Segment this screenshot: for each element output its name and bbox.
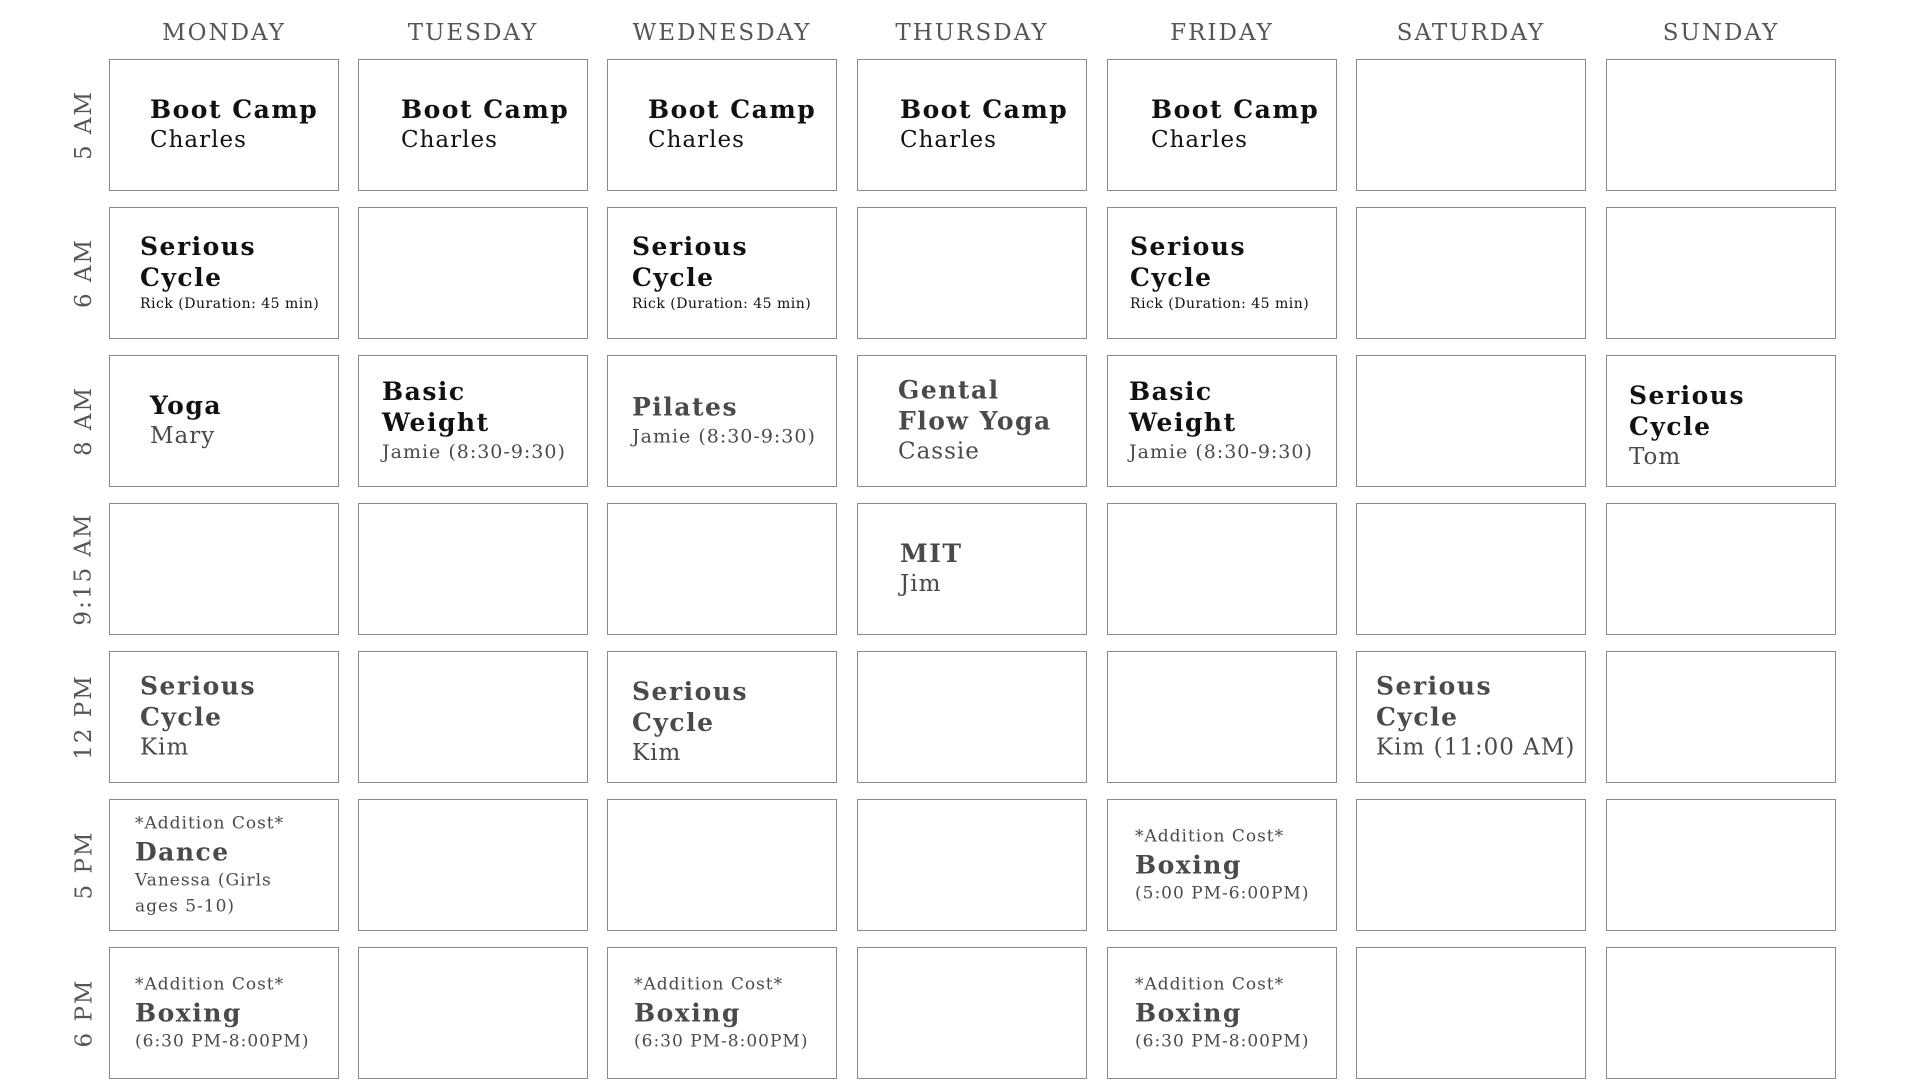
- class-title: Boxing: [634, 998, 741, 1028]
- schedule-cell-sat-915am: [1356, 503, 1586, 635]
- additional-cost-note: *Addition Cost*: [135, 974, 285, 995]
- class-instructor: Charles: [401, 127, 498, 153]
- schedule-cell-sun-5am: [1606, 59, 1836, 191]
- class-title: Serious Cycle: [1629, 381, 1746, 442]
- class-instructor: Jamie (8:30-9:30): [632, 425, 816, 448]
- schedule-cell-wed-915am: [607, 503, 837, 635]
- class-title: Boxing: [1135, 850, 1242, 880]
- class-title: Boxing: [1135, 998, 1242, 1028]
- class-info: [135, 811, 318, 920]
- class-time: (6:30 PM-8:00PM): [135, 1031, 310, 1052]
- class-title: Dance: [135, 837, 230, 867]
- schedule-cell-thu-8am: [857, 355, 1087, 487]
- schedule-cell-tue-915am: [358, 503, 588, 635]
- class-title: MIT: [900, 539, 963, 568]
- schedule-cell-sun-6am: [1606, 207, 1836, 339]
- schedule-cell-sun-915am: [1606, 503, 1836, 635]
- schedule-cell-sat-5pm: [1356, 799, 1586, 931]
- class-title: Boot Camp: [150, 95, 319, 124]
- class-info: [382, 376, 581, 466]
- class-instructor: Vanessa (Girls ages 5-10): [135, 870, 272, 917]
- class-title: Boot Camp: [900, 95, 1069, 124]
- schedule-cell-mon-915am: [109, 503, 339, 635]
- time-label-text: 5 AM: [71, 89, 98, 161]
- class-info: [150, 390, 332, 452]
- class-time: (6:30 PM-8:00PM): [634, 1031, 809, 1052]
- schedule-cell-thu-915am: [857, 503, 1087, 635]
- time-label-6pm: [56, 947, 112, 1079]
- schedule-cell-thu-6am: [857, 207, 1087, 339]
- schedule-cell-fri-5am: [1107, 59, 1337, 191]
- schedule-cell-tue-5am: [358, 59, 588, 191]
- schedule-cell-sat-5am: [1356, 59, 1586, 191]
- schedule-cell-wed-5am: [607, 59, 837, 191]
- class-instructor: Kim (11:00 AM): [1376, 734, 1576, 761]
- schedule-cell-fri-915am: [1107, 503, 1337, 635]
- time-label-text: 9:15 AM: [71, 512, 97, 626]
- schedule-cell-wed-6am: [607, 207, 837, 339]
- schedule-cell-sun-5pm: [1606, 799, 1836, 931]
- schedule-cell-tue-12pm: [358, 651, 588, 783]
- class-instructor: Charles: [900, 127, 997, 153]
- schedule-cell-fri-12pm: [1107, 651, 1337, 783]
- schedule-cell-tue-8am: [358, 355, 588, 487]
- time-label-text: 5 PM: [71, 830, 98, 900]
- class-info: [1130, 231, 1330, 315]
- class-instructor: Charles: [648, 127, 745, 153]
- schedule-cell-mon-6am: [109, 207, 339, 339]
- time-label-text: 6 AM: [71, 237, 98, 309]
- class-instructor: Tom: [1629, 444, 1682, 471]
- class-instructor: Jim: [900, 571, 942, 597]
- class-info: [135, 972, 332, 1055]
- schedule-cell-fri-6am: [1107, 207, 1337, 339]
- class-info: [1629, 380, 1829, 473]
- schedule-cell-fri-8am: [1107, 355, 1337, 487]
- class-instructor: Mary: [150, 423, 216, 449]
- class-title: Pilates: [632, 392, 739, 422]
- class-instructor: Kim: [140, 734, 190, 761]
- schedule-cell-tue-5pm: [358, 799, 588, 931]
- schedule-cell-wed-8am: [607, 355, 837, 487]
- schedule-cell-thu-6pm: [857, 947, 1087, 1079]
- class-title: Serious Cycle: [1376, 671, 1493, 732]
- class-title: Serious Cycle: [632, 677, 749, 738]
- schedule-cell-thu-5pm: [857, 799, 1087, 931]
- schedule-cell-sun-12pm: [1606, 651, 1836, 783]
- class-info: [150, 94, 332, 156]
- class-info: [632, 676, 830, 769]
- class-title: Boxing: [135, 998, 242, 1028]
- additional-cost-note: *Addition Cost*: [1135, 974, 1285, 995]
- class-instructor: Kim: [632, 740, 682, 767]
- additional-cost-note: *Addition Cost*: [1135, 826, 1285, 847]
- class-info: [401, 94, 581, 156]
- day-header-tuesday: TUESDAY: [407, 20, 539, 46]
- class-instructor: Charles: [150, 127, 247, 153]
- class-instructor: Charles: [1151, 127, 1248, 153]
- additional-cost-note: *Addition Cost*: [634, 974, 784, 995]
- schedule-cell-sun-8am: [1606, 355, 1836, 487]
- class-info: [900, 94, 1080, 156]
- class-title: Serious Cycle: [1130, 232, 1247, 292]
- schedule-cell-tue-6pm: [358, 947, 588, 1079]
- schedule-cell-wed-6pm: [607, 947, 837, 1079]
- class-instructor: Rick (Duration: 45 min): [632, 296, 812, 312]
- class-title: Serious Cycle: [632, 232, 749, 292]
- schedule-cell-mon-5pm: [109, 799, 339, 931]
- class-info: [1376, 671, 1579, 764]
- class-time: (5:00 PM-6:00PM): [1135, 883, 1310, 904]
- class-info: [1135, 972, 1330, 1055]
- schedule-cell-mon-12pm: [109, 651, 339, 783]
- class-instructor: Jamie (8:30-9:30): [382, 441, 566, 463]
- time-label-6am: [56, 207, 112, 339]
- schedule-cell-fri-5pm: [1107, 799, 1337, 931]
- class-info: [1151, 94, 1330, 156]
- day-header-saturday: SATURDAY: [1396, 20, 1546, 46]
- schedule-cell-mon-5am: [109, 59, 339, 191]
- class-title: Yoga: [150, 391, 223, 420]
- schedule-cell-mon-6pm: [109, 947, 339, 1079]
- class-info: [140, 671, 332, 764]
- schedule-cell-sat-6pm: [1356, 947, 1586, 1079]
- class-title: Serious Cycle: [140, 232, 257, 292]
- time-label-8am: [56, 355, 112, 487]
- day-header-wednesday: WEDNESDAY: [632, 20, 812, 46]
- class-info: [900, 538, 1080, 600]
- time-label-text: 8 AM: [71, 385, 98, 457]
- class-info: [632, 231, 830, 315]
- time-label-915am: [56, 503, 112, 635]
- class-info: [648, 94, 830, 156]
- time-label-text: 6 PM: [71, 978, 98, 1048]
- schedule-cell-sun-6pm: [1606, 947, 1836, 1079]
- class-title: Serious Cycle: [140, 671, 257, 732]
- class-title: Gental Flow Yoga: [898, 375, 1052, 436]
- class-info: [632, 392, 830, 451]
- schedule-cell-mon-8am: [109, 355, 339, 487]
- schedule-cell-sat-6am: [1356, 207, 1586, 339]
- class-title: Basic Weight: [1129, 377, 1237, 437]
- class-info: [634, 972, 830, 1055]
- schedule-cell-thu-12pm: [857, 651, 1087, 783]
- schedule-cell-thu-5am: [857, 59, 1087, 191]
- time-label-5pm: [56, 799, 112, 931]
- additional-cost-note: *Addition Cost*: [135, 813, 285, 834]
- time-label-5am: [56, 59, 112, 191]
- class-title: Basic Weight: [382, 377, 490, 437]
- schedule-cell-sat-12pm: [1356, 651, 1586, 783]
- day-header-friday: FRIDAY: [1170, 20, 1274, 46]
- class-title: Boot Camp: [401, 95, 570, 124]
- time-label-text: 12 PM: [71, 674, 98, 760]
- day-header-thursday: THURSDAY: [895, 20, 1049, 46]
- class-info: [1135, 824, 1330, 907]
- day-header-sunday: SUNDAY: [1662, 20, 1780, 46]
- class-instructor: Jamie (8:30-9:30): [1129, 441, 1313, 463]
- class-instructor: Cassie: [898, 438, 980, 465]
- class-title: Boot Camp: [1151, 95, 1320, 124]
- schedule-cell-wed-5pm: [607, 799, 837, 931]
- schedule-cell-sat-8am: [1356, 355, 1586, 487]
- day-header-monday: MONDAY: [162, 20, 286, 46]
- class-title: Boot Camp: [648, 95, 817, 124]
- schedule-cell-wed-12pm: [607, 651, 837, 783]
- schedule-cell-fri-6pm: [1107, 947, 1337, 1079]
- class-info: [898, 375, 1056, 468]
- class-instructor: Rick (Duration: 45 min): [1130, 296, 1310, 312]
- class-info: [1129, 376, 1330, 466]
- class-instructor: Rick (Duration: 45 min): [140, 296, 320, 312]
- class-time: (6:30 PM-8:00PM): [1135, 1031, 1310, 1052]
- time-label-12pm: [56, 651, 112, 783]
- class-info: [140, 231, 332, 315]
- schedule-cell-tue-6am: [358, 207, 588, 339]
